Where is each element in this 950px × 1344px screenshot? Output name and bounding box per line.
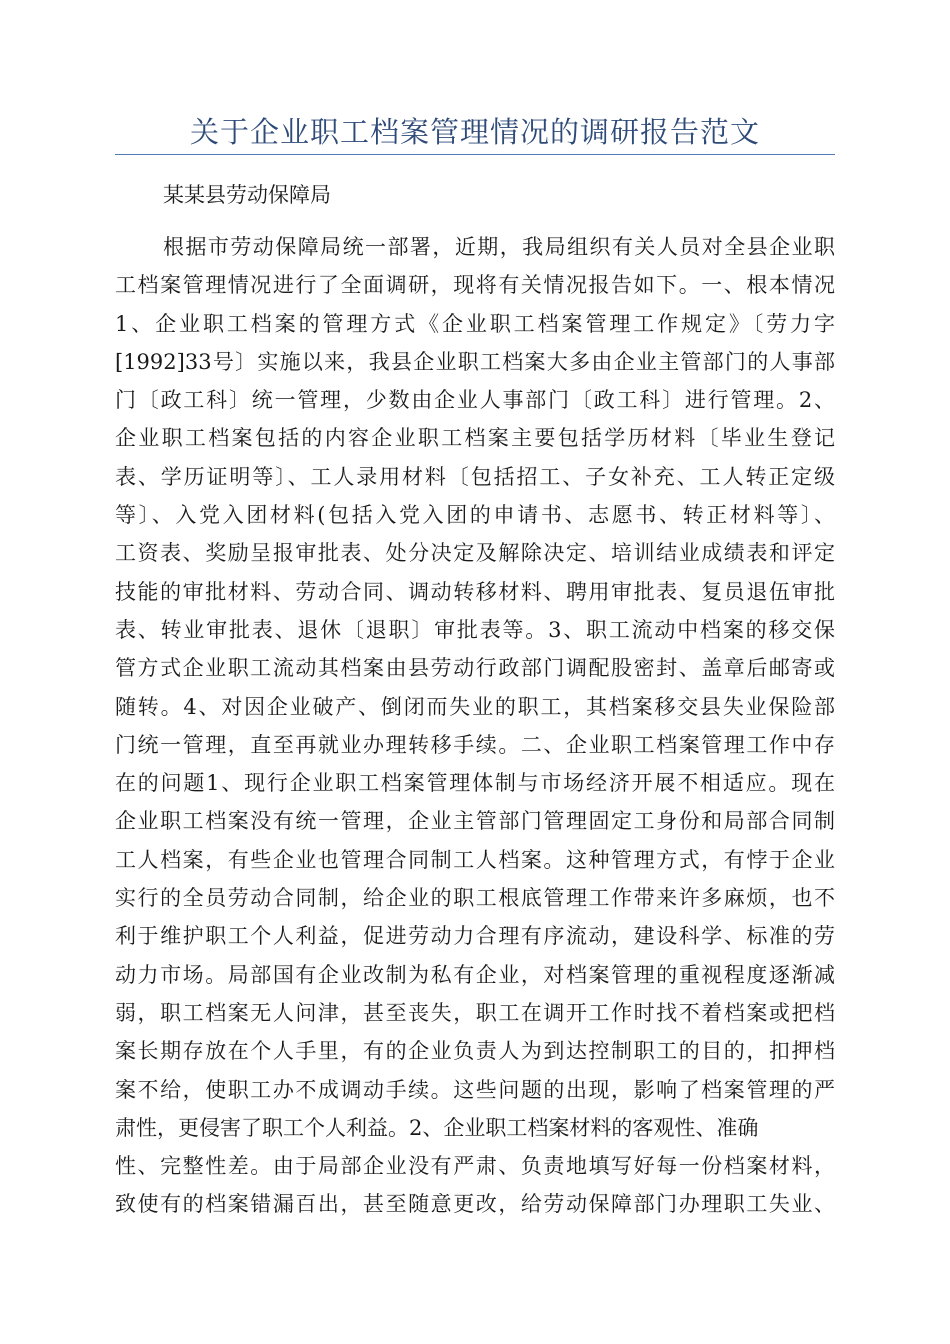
document-author: 某某县劳动保障局 [163,183,331,207]
document-title: 关于企业职工档案管理情况的调研报告范文 [189,115,760,149]
paragraph-line: [1992]33号〕实施以来，我县企业职工档案大多由企业主管部门的人事部 [115,349,835,374]
paragraph-line: 性、完整性差。由于局部企业没有严肃、负责地填写好每一份档案材料， [115,1154,835,1179]
paragraph-line: 企业职工档案包括的内容企业职工档案主要包括学历材料〔毕业生登记 [115,426,835,451]
paragraph-line: 表、学历证明等〕、工人录用材料〔包括招工、子女补充、工人转正定级 [115,464,835,489]
paragraph-line: 案不给，使职工办不成调动手续。这些问题的出现，影响了档案管理的严 [115,1077,835,1102]
paragraph-line: 表、转业审批表、退休〔退职〕审批表等。3、职工流动中档案的移交保 [115,617,835,642]
document-body [115,228,835,1224]
paragraph-line: 在的问题1、现行企业职工档案管理体制与市场经济开展不相适应。现在 [115,771,835,796]
paragraph-line: 工人档案，有些企业也管理合同制工人档案。这种管理方式，有悖于企业 [115,847,835,872]
paragraph-line: 利于维护职工个人利益，促进劳动力合理有序流动，建设科学、标准的劳 [115,924,835,949]
paragraph-line: 肃性，更侵害了职工个人利益。2、企业职工档案材料的客观性、准确 [115,1115,759,1140]
paragraph-line: 等〕、入党入团材料(包括入党入团的申请书、志愿书、转正材料等〕、 [115,503,835,528]
paragraph-line: 管方式企业职工流动其档案由县劳动行政部门调配股密封、盖章后邮寄或 [115,656,835,681]
paragraph-line: 1、企业职工档案的管理方式《企业职工档案管理工作规定》〔劳力字 [115,311,835,336]
paragraph-line: 企业职工档案没有统一管理，企业主管部门管理固定工身份和局部合同制 [115,809,835,834]
paragraph-line: 门统一管理，直至再就业办理转移手续。二、企业职工档案管理工作中存 [115,732,835,757]
paragraph-line: 工资表、奖励呈报审批表、处分决定及解除决定、培训结业成绩表和评定 [115,541,835,566]
paragraph-line: 技能的审批材料、劳动合同、调动转移材料、聘用审批表、复员退伍审批 [115,579,835,604]
paragraph-line: 弱，职工档案无人问津，甚至丧失，职工在调开工作时找不着档案或把档 [115,1000,835,1025]
paragraph-line: 致使有的档案错漏百出，甚至随意更改，给劳动保障部门办理职工失业、 [115,1192,835,1217]
title-underline [115,154,835,155]
paragraph-line: 随转。4、对因企业破产、倒闭而失业的职工，其档案移交县失业保险部 [115,694,835,719]
paragraph-line: 门〔政工科〕统一管理，少数由企业人事部门〔政工科〕进行管理。2、 [115,388,835,413]
paragraph-line: 根据市劳动保障局统一部署，近期，我局组织有关人员对全县企业职 [163,235,835,259]
paragraph-line: 工档案管理情况进行了全面调研，现将有关情况报告如下。一、根本情况 [115,273,835,298]
paragraph-line: 实行的全员劳动合同制，给企业的职工根底管理工作带来许多麻烦，也不 [115,886,835,911]
paragraph-line: 动力市场。局部国有企业改制为私有企业，对档案管理的重视程度逐渐减 [115,962,835,987]
paragraph-line: 案长期存放在个人手里，有的企业负责人为到达控制职工的目的，扣押档 [115,1039,835,1064]
